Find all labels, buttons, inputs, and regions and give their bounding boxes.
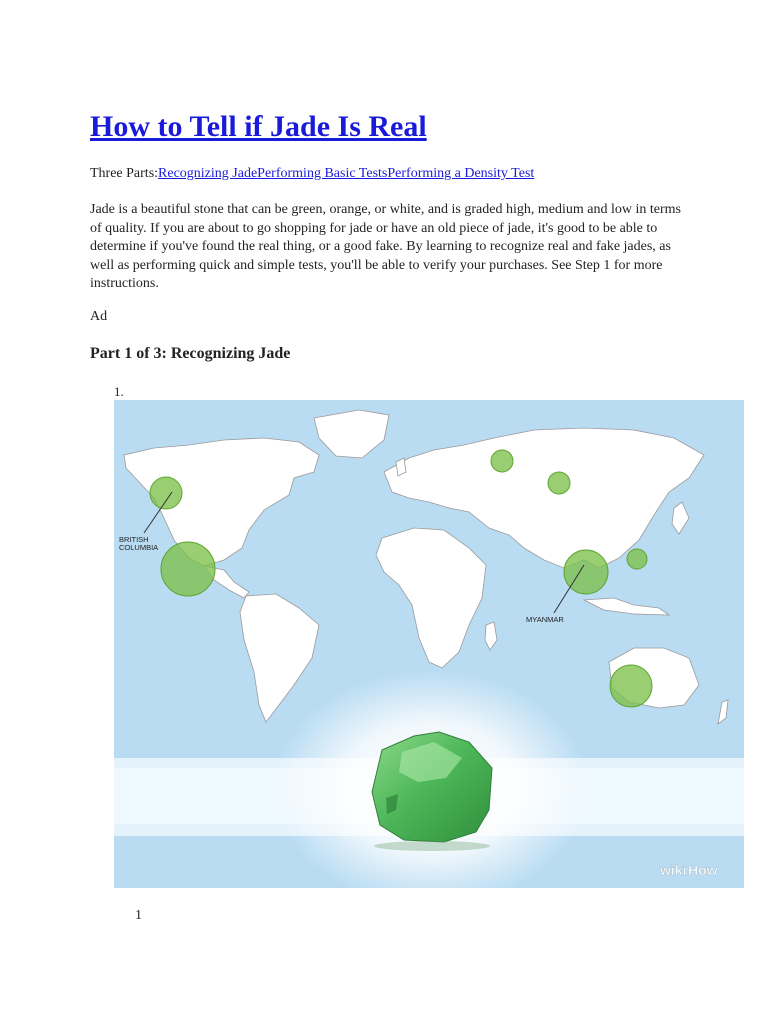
marker-guatemala	[161, 542, 215, 596]
parts-label: Three Parts:	[90, 166, 159, 181]
article-parts-nav	[90, 166, 534, 182]
intro-paragraph: Jade is a beautiful stone that can be green, orange, or white, and is graded high, medium and low in terms of quality. If you are about to go shopping for jade or have an old piece of jade, it's good to be able to determine if you've found the real thing, or a good fake. By learning to recognize real and fake jades, as well as performing quick and simple tests, you'll be able to verify your purchases. See Step 1 for more instructions.	[90, 202, 681, 291]
marker-australia	[610, 665, 652, 707]
ad-label: Ad	[90, 309, 108, 324]
marker-british-columbia	[150, 477, 182, 509]
step-number: 1.	[114, 384, 124, 399]
marker-myanmar	[564, 550, 608, 594]
article-title[interactable]: How to Tell if Jade Is Real	[90, 110, 427, 143]
wikihow-watermark	[659, 862, 718, 878]
step-caption: 1	[135, 908, 142, 923]
part-link-density-test[interactable]: Performing a Density Test	[387, 166, 535, 181]
label-myanmar: MYANMAR	[526, 615, 564, 624]
marker-taiwan	[627, 549, 647, 569]
marker-russia-siberia	[548, 472, 570, 494]
watermark-how: How	[688, 862, 718, 878]
label-british-columbia-line2: COLUMBIA	[119, 543, 159, 552]
world-map-svg	[114, 400, 744, 888]
jade-world-map-illustration	[114, 400, 744, 888]
part-link-recognizing-jade[interactable]: Recognizing Jade	[158, 166, 258, 181]
jade-stone-shadow	[374, 841, 490, 851]
part-heading: Part 1 of 3: Recognizing Jade	[90, 345, 291, 362]
label-british-columbia-line1: BRITISH	[119, 535, 149, 544]
watermark-wiki: wiki	[660, 862, 687, 878]
marker-russia-west	[491, 450, 513, 472]
part-link-basic-tests[interactable]: Performing Basic Tests	[257, 166, 388, 181]
